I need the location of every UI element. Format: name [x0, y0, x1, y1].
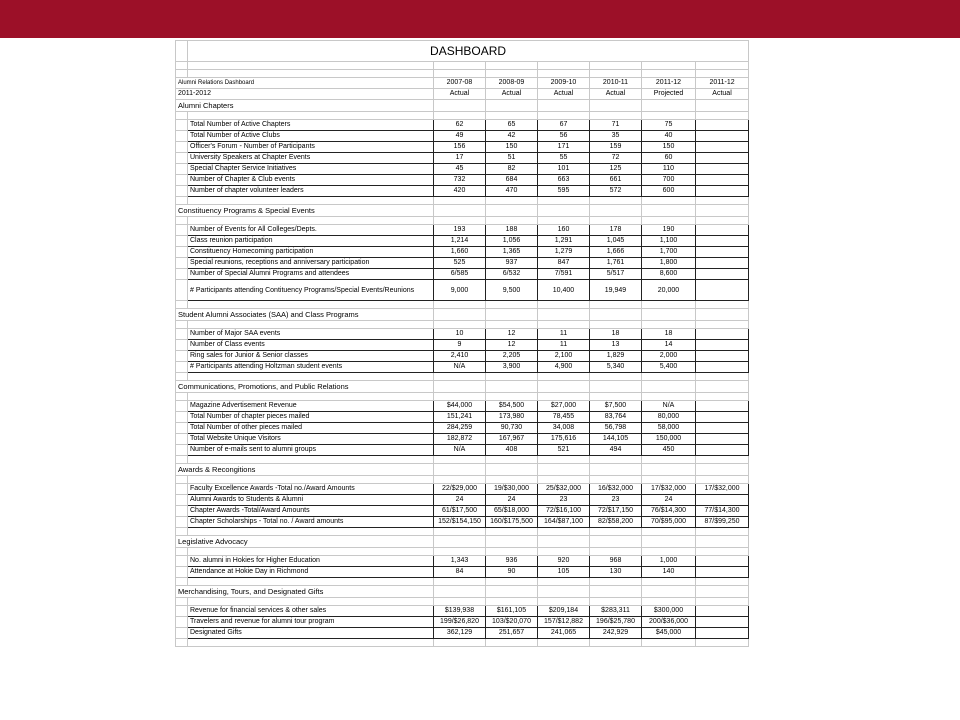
table-row: [176, 423, 749, 434]
table-row: [176, 225, 749, 236]
spacer-row: [176, 639, 749, 647]
value-cell: 76/$14,300: [642, 506, 696, 517]
value-cell: 173,980: [486, 412, 538, 423]
value-cell: 171: [538, 142, 590, 153]
table-row: [176, 495, 749, 506]
section-title: Awards & Recongitions: [176, 464, 434, 476]
value-cell: 182,872: [434, 434, 486, 445]
value-cell: 362,129: [434, 628, 486, 639]
row-label: Special Chapter Service Initiatives: [188, 164, 434, 175]
value-cell: 25/$32,000: [538, 484, 590, 495]
row-label: Alumni Awards to Students & Alumni: [188, 495, 434, 506]
value-cell: [696, 329, 749, 340]
value-cell: 67: [538, 120, 590, 131]
type-header: Actual: [590, 89, 642, 100]
value-cell: 70/$95,000: [642, 517, 696, 528]
value-cell: 684: [486, 175, 538, 186]
value-cell: [696, 186, 749, 197]
value-cell: 157/$12,882: [538, 617, 590, 628]
value-cell: 525: [434, 258, 486, 269]
value-cell: 125: [590, 164, 642, 175]
table-row: [176, 131, 749, 142]
year-header: 2010-11: [590, 78, 642, 89]
value-cell: 1,214: [434, 236, 486, 247]
value-cell: 494: [590, 445, 642, 456]
table-row: [176, 412, 749, 423]
value-cell: 80,000: [642, 412, 696, 423]
value-cell: 196/$25,780: [590, 617, 642, 628]
value-cell: 40: [642, 131, 696, 142]
value-cell: $300,000: [642, 606, 696, 617]
value-cell: 19,949: [590, 280, 642, 301]
value-cell: 17: [434, 153, 486, 164]
year-header: 2011-12: [642, 78, 696, 89]
value-cell: 34,008: [538, 423, 590, 434]
table-row: [176, 175, 749, 186]
value-cell: 5,400: [642, 362, 696, 373]
value-cell: [696, 258, 749, 269]
value-cell: 82: [486, 164, 538, 175]
row-label: Number of Chapter & Club events: [188, 175, 434, 186]
table-row: [176, 567, 749, 578]
value-cell: 920: [538, 556, 590, 567]
section-title: Student Alumni Associates (SAA) and Class Programs: [176, 309, 434, 321]
value-cell: 12: [486, 340, 538, 351]
value-cell: 151,241: [434, 412, 486, 423]
table-row: [176, 556, 749, 567]
table-row: [176, 142, 749, 153]
value-cell: 62: [434, 120, 486, 131]
value-cell: 4,900: [538, 362, 590, 373]
value-cell: 1,660: [434, 247, 486, 258]
value-cell: [696, 175, 749, 186]
row-label: Magazine Advertisement Revenue: [188, 401, 434, 412]
value-cell: 42: [486, 131, 538, 142]
value-cell: 24: [642, 495, 696, 506]
value-cell: 1,365: [486, 247, 538, 258]
value-cell: 2,000: [642, 351, 696, 362]
table-row: [176, 606, 749, 617]
value-cell: 16/$32,000: [590, 484, 642, 495]
table-row: [176, 329, 749, 340]
value-cell: $161,105: [486, 606, 538, 617]
value-cell: [696, 142, 749, 153]
value-cell: 22/$29,000: [434, 484, 486, 495]
table-row: [176, 351, 749, 362]
value-cell: 82/$58,200: [590, 517, 642, 528]
value-cell: 160: [538, 225, 590, 236]
table-row: [176, 186, 749, 197]
spacer-row: [176, 112, 749, 120]
value-cell: 1,666: [590, 247, 642, 258]
value-cell: 65: [486, 120, 538, 131]
value-cell: 595: [538, 186, 590, 197]
value-cell: 661: [590, 175, 642, 186]
value-cell: 72/$16,100: [538, 506, 590, 517]
value-cell: 521: [538, 445, 590, 456]
row-label: Faculty Excellence Awards -Total no./Award Amounts: [188, 484, 434, 495]
spacer-row: [176, 373, 749, 381]
value-cell: 83,764: [590, 412, 642, 423]
value-cell: 2,410: [434, 351, 486, 362]
section-title: Constituency Programs & Special Events: [176, 205, 434, 217]
value-cell: 732: [434, 175, 486, 186]
table-row: [176, 258, 749, 269]
type-header: Actual: [696, 89, 749, 100]
row-label: University Speakers at Chapter Events: [188, 153, 434, 164]
value-cell: 1,291: [538, 236, 590, 247]
value-cell: 193: [434, 225, 486, 236]
value-cell: N/A: [434, 362, 486, 373]
value-cell: [696, 225, 749, 236]
value-cell: [696, 617, 749, 628]
value-cell: 3,900: [486, 362, 538, 373]
value-cell: [696, 362, 749, 373]
value-cell: 144,105: [590, 434, 642, 445]
section-header-row: [176, 100, 749, 112]
value-cell: 420: [434, 186, 486, 197]
value-cell: 77/$14,300: [696, 506, 749, 517]
value-cell: 164/$87,100: [538, 517, 590, 528]
value-cell: 7/591: [538, 269, 590, 280]
value-cell: 159: [590, 142, 642, 153]
section-title: Alumni Chapters: [176, 100, 434, 112]
value-cell: 78,455: [538, 412, 590, 423]
row-label: Designated Gifts: [188, 628, 434, 639]
section-title: Merchandising, Tours, and Designated Gifts: [176, 586, 434, 598]
value-cell: [696, 495, 749, 506]
value-cell: [696, 567, 749, 578]
value-cell: 9,500: [486, 280, 538, 301]
value-cell: 49: [434, 131, 486, 142]
row-label: Officer's Forum - Number of Participants: [188, 142, 434, 153]
section-header-row: [176, 586, 749, 598]
value-cell: 178: [590, 225, 642, 236]
year-header: 2009-10: [538, 78, 590, 89]
value-cell: [696, 351, 749, 362]
value-cell: 130: [590, 567, 642, 578]
value-cell: 101: [538, 164, 590, 175]
value-cell: 9: [434, 340, 486, 351]
value-cell: [696, 280, 749, 301]
type-header: Actual: [486, 89, 538, 100]
value-cell: 12: [486, 329, 538, 340]
value-cell: 90,730: [486, 423, 538, 434]
value-cell: 847: [538, 258, 590, 269]
table-row: [176, 153, 749, 164]
value-cell: [696, 153, 749, 164]
spacer-row: [176, 321, 749, 329]
value-cell: 5,340: [590, 362, 642, 373]
value-cell: 663: [538, 175, 590, 186]
value-cell: 284,259: [434, 423, 486, 434]
section-header-row: [176, 381, 749, 393]
value-cell: 150,000: [642, 434, 696, 445]
value-cell: $209,184: [538, 606, 590, 617]
value-cell: 90: [486, 567, 538, 578]
value-cell: [696, 556, 749, 567]
year-header: 2008-09: [486, 78, 538, 89]
year-header: 2011-12: [696, 78, 749, 89]
value-cell: 190: [642, 225, 696, 236]
value-cell: 1,279: [538, 247, 590, 258]
section-title: Communications, Promotions, and Public Relations: [176, 381, 434, 393]
row-label: Number of Events for All Colleges/Depts.: [188, 225, 434, 236]
spacer-row: [176, 528, 749, 536]
value-cell: 58,000: [642, 423, 696, 434]
value-cell: 71: [590, 120, 642, 131]
value-cell: [696, 423, 749, 434]
table-row: [176, 236, 749, 247]
table-row: [176, 401, 749, 412]
value-cell: [696, 236, 749, 247]
value-cell: N/A: [642, 401, 696, 412]
value-cell: 156: [434, 142, 486, 153]
header-label: Alumni Relations Dashboard: [176, 78, 434, 89]
table-row: [176, 628, 749, 639]
value-cell: 11: [538, 329, 590, 340]
header-row-years: [176, 78, 749, 89]
value-cell: 572: [590, 186, 642, 197]
value-cell: [696, 131, 749, 142]
value-cell: 600: [642, 186, 696, 197]
value-cell: $54,500: [486, 401, 538, 412]
value-cell: 55: [538, 153, 590, 164]
value-cell: $283,311: [590, 606, 642, 617]
value-cell: 150: [486, 142, 538, 153]
row-label: Chapter Awards -Total/Award Amounts: [188, 506, 434, 517]
value-cell: 9,000: [434, 280, 486, 301]
value-cell: 75: [642, 120, 696, 131]
value-cell: 152/$154,150: [434, 517, 486, 528]
value-cell: [696, 434, 749, 445]
spacer-row: [176, 301, 749, 309]
value-cell: 1,056: [486, 236, 538, 247]
table-row: [176, 506, 749, 517]
top-banner: [0, 0, 960, 38]
table-row: [176, 120, 749, 131]
value-cell: 18: [642, 329, 696, 340]
table-row: [176, 617, 749, 628]
value-cell: 24: [486, 495, 538, 506]
value-cell: 150: [642, 142, 696, 153]
value-cell: 1,045: [590, 236, 642, 247]
spacer-row: [176, 598, 749, 606]
row-label: Number of Special Alumni Programs and attendees: [188, 269, 434, 280]
value-cell: 17/$32,000: [696, 484, 749, 495]
value-cell: 87/$99,250: [696, 517, 749, 528]
value-cell: 968: [590, 556, 642, 567]
value-cell: 242,929: [590, 628, 642, 639]
table-row: [176, 434, 749, 445]
value-cell: 408: [486, 445, 538, 456]
value-cell: 72: [590, 153, 642, 164]
table-row: [176, 340, 749, 351]
value-cell: 17/$32,000: [642, 484, 696, 495]
value-cell: [696, 412, 749, 423]
value-cell: 23: [590, 495, 642, 506]
row-label: Class reunion participation: [188, 236, 434, 247]
section-title: Legislative Advocacy: [176, 536, 434, 548]
section-header-row: [176, 536, 749, 548]
value-cell: [696, 164, 749, 175]
value-cell: 51: [486, 153, 538, 164]
spacer-row: [176, 548, 749, 556]
value-cell: 700: [642, 175, 696, 186]
value-cell: N/A: [434, 445, 486, 456]
spreadsheet: [175, 40, 748, 710]
type-header: Actual: [434, 89, 486, 100]
value-cell: 6/585: [434, 269, 486, 280]
spacer-row: [176, 217, 749, 225]
type-header: Projected: [642, 89, 696, 100]
value-cell: $139,938: [434, 606, 486, 617]
table-row: [176, 247, 749, 258]
section-header-row: [176, 309, 749, 321]
value-cell: 35: [590, 131, 642, 142]
value-cell: $44,000: [434, 401, 486, 412]
table-row: [176, 445, 749, 456]
value-cell: 140: [642, 567, 696, 578]
value-cell: 6/532: [486, 269, 538, 280]
value-cell: 1,800: [642, 258, 696, 269]
value-cell: [696, 606, 749, 617]
value-cell: [696, 120, 749, 131]
header-year-label: 2011-2012: [176, 89, 434, 100]
row-label: Number of e-mails sent to alumni groups: [188, 445, 434, 456]
section-header-row: [176, 205, 749, 217]
value-cell: 937: [486, 258, 538, 269]
dashboard-title: DASHBOARD: [188, 41, 749, 62]
table-row: [176, 164, 749, 175]
table-row: [176, 269, 749, 280]
value-cell: 188: [486, 225, 538, 236]
value-cell: [696, 340, 749, 351]
value-cell: 2,205: [486, 351, 538, 362]
row-label: # Participants attending Contituency Programs/Special Events/Reunions: [188, 280, 434, 301]
value-cell: 199/$26,820: [434, 617, 486, 628]
value-cell: 103/$20,070: [486, 617, 538, 628]
value-cell: 56,798: [590, 423, 642, 434]
row-label: Travelers and revenue for alumni tour program: [188, 617, 434, 628]
value-cell: 56: [538, 131, 590, 142]
spacer-row: [176, 476, 749, 484]
value-cell: 110: [642, 164, 696, 175]
table-row: [176, 517, 749, 528]
value-cell: 65/$18,000: [486, 506, 538, 517]
value-cell: 105: [538, 567, 590, 578]
value-cell: 18: [590, 329, 642, 340]
value-cell: 10,400: [538, 280, 590, 301]
value-cell: 1,343: [434, 556, 486, 567]
row-label: Constituency Homecoming participation: [188, 247, 434, 258]
row-label: Ring sales for Junior & Senior classes: [188, 351, 434, 362]
dashboard-table: [175, 40, 749, 647]
header-row-types: [176, 89, 749, 100]
value-cell: 470: [486, 186, 538, 197]
value-cell: $27,000: [538, 401, 590, 412]
value-cell: [696, 628, 749, 639]
row-label: No. alumni in Hokies for Higher Education: [188, 556, 434, 567]
value-cell: [696, 445, 749, 456]
value-cell: 1,000: [642, 556, 696, 567]
row-label: Number of Major SAA events: [188, 329, 434, 340]
row-label: Special reunions, receptions and anniversary participation: [188, 258, 434, 269]
value-cell: 175,616: [538, 434, 590, 445]
spacer-row: [176, 456, 749, 464]
value-cell: 1,100: [642, 236, 696, 247]
title-row: [176, 41, 749, 62]
value-cell: [696, 401, 749, 412]
value-cell: 72/$17,150: [590, 506, 642, 517]
value-cell: 19/$30,000: [486, 484, 538, 495]
value-cell: 13: [590, 340, 642, 351]
value-cell: 450: [642, 445, 696, 456]
row-label: Number of Class events: [188, 340, 434, 351]
type-header: Actual: [538, 89, 590, 100]
value-cell: [696, 269, 749, 280]
value-cell: 241,065: [538, 628, 590, 639]
value-cell: 84: [434, 567, 486, 578]
value-cell: 60: [642, 153, 696, 164]
value-cell: 61/$17,500: [434, 506, 486, 517]
value-cell: 10: [434, 329, 486, 340]
row-label: Total Number of chapter pieces mailed: [188, 412, 434, 423]
value-cell: 160/$175,500: [486, 517, 538, 528]
spacer-row: [176, 197, 749, 205]
table-row: [176, 362, 749, 373]
year-header: 2007-08: [434, 78, 486, 89]
value-cell: 1,700: [642, 247, 696, 258]
value-cell: 1,761: [590, 258, 642, 269]
row-label: Chapter Scholarships - Total no. / Award amounts: [188, 517, 434, 528]
row-label: # Participants attending Holtzman student events: [188, 362, 434, 373]
value-cell: 251,657: [486, 628, 538, 639]
section-header-row: [176, 464, 749, 476]
value-cell: 24: [434, 495, 486, 506]
table-row: [176, 280, 749, 301]
spacer-row: [176, 578, 749, 586]
value-cell: 936: [486, 556, 538, 567]
row-label: Revenue for financial services & other sales: [188, 606, 434, 617]
value-cell: 167,967: [486, 434, 538, 445]
value-cell: $45,000: [642, 628, 696, 639]
value-cell: 1,829: [590, 351, 642, 362]
value-cell: 23: [538, 495, 590, 506]
value-cell: 45: [434, 164, 486, 175]
value-cell: 2,100: [538, 351, 590, 362]
row-label: Attendance at Hokie Day in Richmond: [188, 567, 434, 578]
spacer-row: [176, 393, 749, 401]
value-cell: 5/517: [590, 269, 642, 280]
row-label: Total Number of other pieces mailed: [188, 423, 434, 434]
row-label: Total Number of Active Chapters: [188, 120, 434, 131]
row-label: Total Website Unique Visitors: [188, 434, 434, 445]
value-cell: $7,500: [590, 401, 642, 412]
value-cell: 20,000: [642, 280, 696, 301]
row-label: Total Number of Active Clubs: [188, 131, 434, 142]
value-cell: 11: [538, 340, 590, 351]
table-row: [176, 484, 749, 495]
value-cell: 14: [642, 340, 696, 351]
row-label: Number of chapter volunteer leaders: [188, 186, 434, 197]
value-cell: 200/$36,000: [642, 617, 696, 628]
value-cell: [696, 247, 749, 258]
value-cell: 8,600: [642, 269, 696, 280]
